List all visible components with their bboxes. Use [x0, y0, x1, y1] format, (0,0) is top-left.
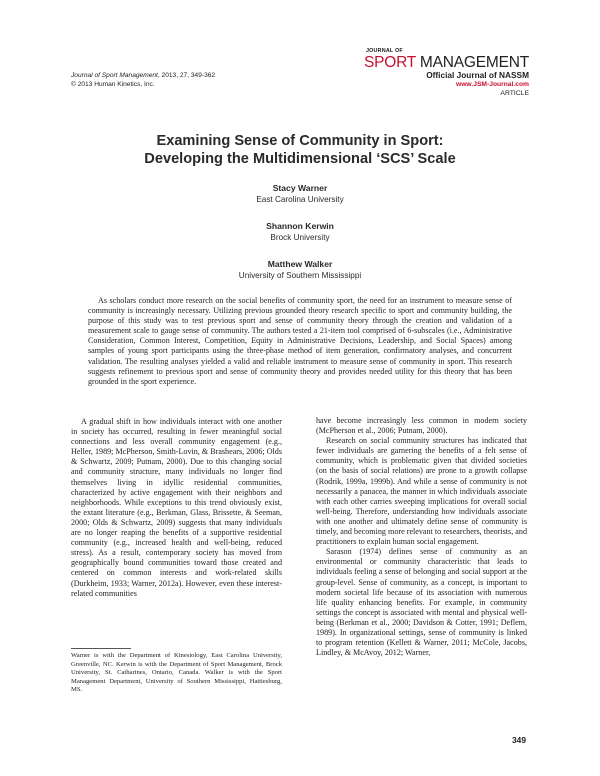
- footnote-divider: [71, 648, 131, 649]
- author-name: Matthew Walker: [267, 259, 333, 269]
- body-column-right: [316, 416, 527, 658]
- author-name: Stacy Warner: [272, 183, 328, 193]
- title-line-2: Developing the Multidimensional ‘SCS’ Scale: [144, 151, 456, 167]
- citation-volume: , 2013, 27, 349-362: [157, 72, 216, 79]
- brand-official: Official Journal of NASSM: [426, 70, 529, 80]
- article-type: ARTICLE: [500, 90, 529, 97]
- journal-citation-block: [71, 71, 215, 89]
- brand-management: MANAGEMENT: [415, 54, 529, 71]
- page-number: 349: [512, 735, 526, 745]
- author-affiliation: Brock University: [270, 233, 330, 242]
- author-affiliation: University of Southern Mississippi: [238, 271, 362, 280]
- author-3: [0, 259, 600, 281]
- author-affiliation: East Carolina University: [256, 195, 344, 204]
- abstract: As scholars conduct more research on the social benefits of community sport, the need for an instrument to measure sense of community is increasingly necessary. Utilizing previous grounded theory research specific to sport and community building, the purpose of this study was to test previous sport and sense of community theory through the creation and validation of a measurement scale to gauge sense of community. The authors tested a 21-item tool comprised of 6-subscales (i.e., Administrative Consideration, Common Interest, Competition, Equity in Administrative Decisions, Leadership, and Social Spaces) among samples of young sport participants using the three-phase method of item generation, confirmatory analyses, and concurrent validation. The resulting analyses yielded a valid and reliable instrument to measure sense of community in sport. This research suggests refinement to previous sport and sense of community theory and provides needed utility for this theory that has been grounded in the sport experience.: [88, 296, 512, 386]
- journal-citation: Journal of Sport Management: [71, 72, 158, 79]
- brand-small: JOURNAL OF: [365, 48, 403, 54]
- journal-brand: [364, 48, 529, 98]
- title-line-1: Examining Sense of Community in Sport:: [156, 133, 444, 149]
- body-paragraph: have become increasingly less common in modern society (McPherson et al., 2006; Putnam, 2000).: [316, 416, 527, 436]
- body-column-left: [71, 417, 282, 599]
- body-paragraph: Sarason (1974) defines sense of community as an environmental or community characteristic that leads to individuals feeling a sense of belonging and social support at the group-level. Sense of community, as a concept, is important to modern societal life because of its association with numerous life quality enhancing benefits. For example, in community settings the concept is associated with mental and physical well-being (Berkman et al., 2000; Davidson & Cotter, 1991; Deflem, 1989). In organizational settings, sense of community is linked to program retention (Kellett & Warner, 2011; McCole, Jacobs, Lindley, & McAvoy, 2012; Warner,: [316, 547, 527, 658]
- brand-sport: SPORT: [363, 54, 416, 71]
- author-1: [0, 183, 600, 205]
- body-paragraph: A gradual shift in how individuals interact with one another in society has occurred, resulting in fewer meaningful social connections and less overall community engagement (e.g., Heller, 1989; McPherson, Smith-Lovin, & Brashears, 2006; Olds & Schwartz, 2009; Putnam, 2000). Due to this changing social and community structure, many individuals no longer find themselves living in idyllic residential communities, characterized by active engagement with their neighbors and neighborhoods. While exceptions to this trend obviously exist, the extant literature (e.g., Berkman, Glass, Brissette, & Seeman, 2000; Olds & Schwartz, 2009) suggests that many individuals are no longer reaping the benefits of a supportive residential community (e.g., increased health and well-being, reduced stress). As a result, contemporary society has moved from geographically bound communities toward those created and centered on common interests and work-related skills (Durkheim, 1933; Warner, 2012a). However, even these interest-related communities: [71, 417, 282, 598]
- author-2: [0, 221, 600, 243]
- author-footnote: Warner is with the Department of Kinesiology, East Carolina University, Greenville, NC. Kerwin is with the Department of Sport Management, Brock University, St. Catharines, Ontario, Canada. Walker is with the Sport Management Department, University of Southern Mississippi, Hattiesburg, MS.: [71, 652, 282, 694]
- body-paragraph: Research on social community structures has indicated that fewer individuals are garnering the benefits of a felt sense of community, which is problematic given that divided societies (on the basis of social relations) are prone to a growth collapse (Rodrik, 1999a, 1999b). And while a sense of community is not necessarily a panacea, the manner in which individuals associate with each other carries sweeping implications for overall social well-being. Therefore, understanding how individuals associate with one another and ultimately define sense of community is timely, and becoming more relevant to researchers, theorists, and practitioners to explain human social engagement.: [316, 436, 527, 547]
- copyright: © 2013 Human Kinetics, Inc.: [71, 81, 155, 88]
- author-name: Shannon Kerwin: [266, 221, 334, 231]
- brand-logo: [364, 55, 529, 70]
- journal-url-link[interactable]: www.JSM-Journal.com: [456, 81, 529, 88]
- paper-title: [0, 132, 600, 168]
